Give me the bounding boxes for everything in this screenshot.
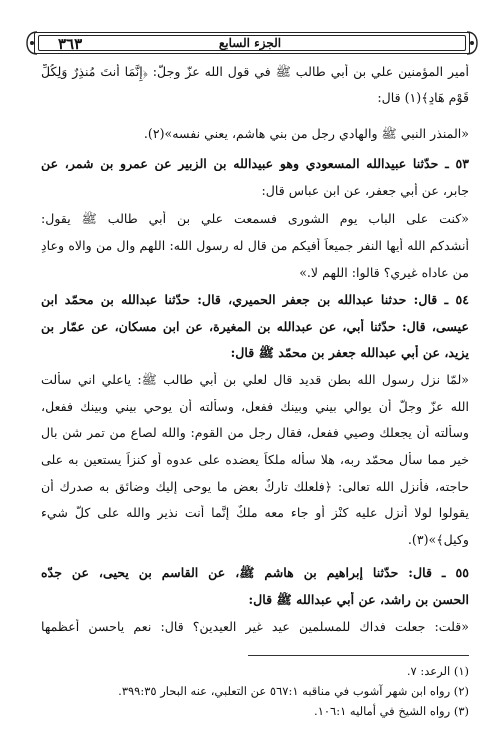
text-line: يزيد، عن أبي عبدالله جعفر بن محمّد ﷺ قال:: [230, 345, 469, 360]
text-line: ٥٤ ـ قال: حدثنا عبدالله بن جعفر الحميري، قال: حدّثنا عبدالله بن محمّد ابن: [41, 292, 469, 307]
text-line: أنشدكم الله أيها النفر جميعاً أفيكم من قال له رسول الله: اللهم والِ من والاه وعادِ: [41, 238, 469, 253]
text-line: حاجته، فأنزل الله تعالى: ﴿فلعلك تاركٌ بعض ما يوحى إليك وضائق به صدرك أن: [41, 479, 469, 494]
header-ornament-left-icon: [26, 31, 38, 55]
text-line: جابر، عن أبي جعفر، عن ابن عباس قال:: [261, 183, 469, 198]
running-header-title: الجزء السابع: [218, 36, 282, 50]
text-line: ٥٣ ـ حدّثنا عبيدالله المسعودي وهو عبيدالله بن الزبير عن عمرو بن شمر، عن: [41, 156, 469, 171]
text-line: خير مما سأل محمّد ربه، هلا سأله ملكاً يعضده على عدوه أو كنزاً يستعين به على: [41, 452, 469, 467]
text-line: أمير المؤمنين علي بن أبي طالب ﷺ في قول الله عزّ وجلّ: ﴿إِنَّمَا أَنتَ مُنذِرٌ وَلِكُلِّ: [41, 64, 469, 79]
footnote: (١) الرعد: ٧.: [406, 664, 469, 678]
footnote: (٣) رواه الشيخ في أماليه ١٠٦:١.: [314, 704, 469, 718]
text-line: يقولوا لولا أُنزل عليه كنْز أو جاء معه ملكٌ إِنَّما أنت نذير والله على كلّ شيء: [41, 505, 469, 520]
text-line: عيسى، قال: حدّثنا أبي، عن عبدالله بن المغيرة، عن ابن مسكان، عن عمّار بن: [41, 319, 469, 334]
text-line: «لمّا نزل رسول الله بطن قديد قال لعلي بن أبي طالب ﷺ: ياعلي اني سألت: [41, 372, 469, 387]
text-line: وكيل﴾»(٣).: [407, 532, 469, 547]
page-number: ٣٦٣: [58, 35, 83, 53]
text-line: قَوْمٍ هَادٍ﴾(١) قال:: [377, 90, 469, 105]
footnote-separator: [248, 655, 469, 656]
text-line: «قلت: جعلت فداك للمسلمين عيد غير العيدين؟ قال: نعم ياحسن أعظمها: [41, 619, 469, 634]
text-line: الحسن بن راشد، عن أبي عبدالله ﷺ قال:: [248, 592, 469, 607]
text-line: «المنذر النبي ﷺ والهادي رجل من بني هاشم، يعني نفسه»(٢).: [143, 126, 469, 141]
text-line: من عاداه غيري؟ قالوا: اللهم لا.»: [299, 265, 469, 280]
text-line: ٥٥ ـ قال: حدّثنا إبراهيم بن هاشم ﷺ، عن القاسم بن يحيى، عن جدّه: [41, 565, 469, 580]
text-line: وسألته أن يجعلك وصيي ففعل، فقال رجل من القوم: والله لصاع من تمر شن بال: [41, 425, 469, 440]
footnote: (٢) رواه ابن شهر آشوب في مناقبه ٥٦٧:١ عن التعلبي، عنه البحار ٣٩٩:٣٥.: [118, 684, 469, 698]
text-line: الله عزّ وجلّ أن يوالي بيني وبينك ففعل، وسألته أن يوحي بيني وبينك ففعل،: [41, 399, 469, 414]
text-line: «كنت على الباب يوم الشورى فسمعت علي بن أبي طالب ﷺ يقول:: [41, 211, 469, 226]
header-ornament-right-icon: [466, 31, 478, 55]
